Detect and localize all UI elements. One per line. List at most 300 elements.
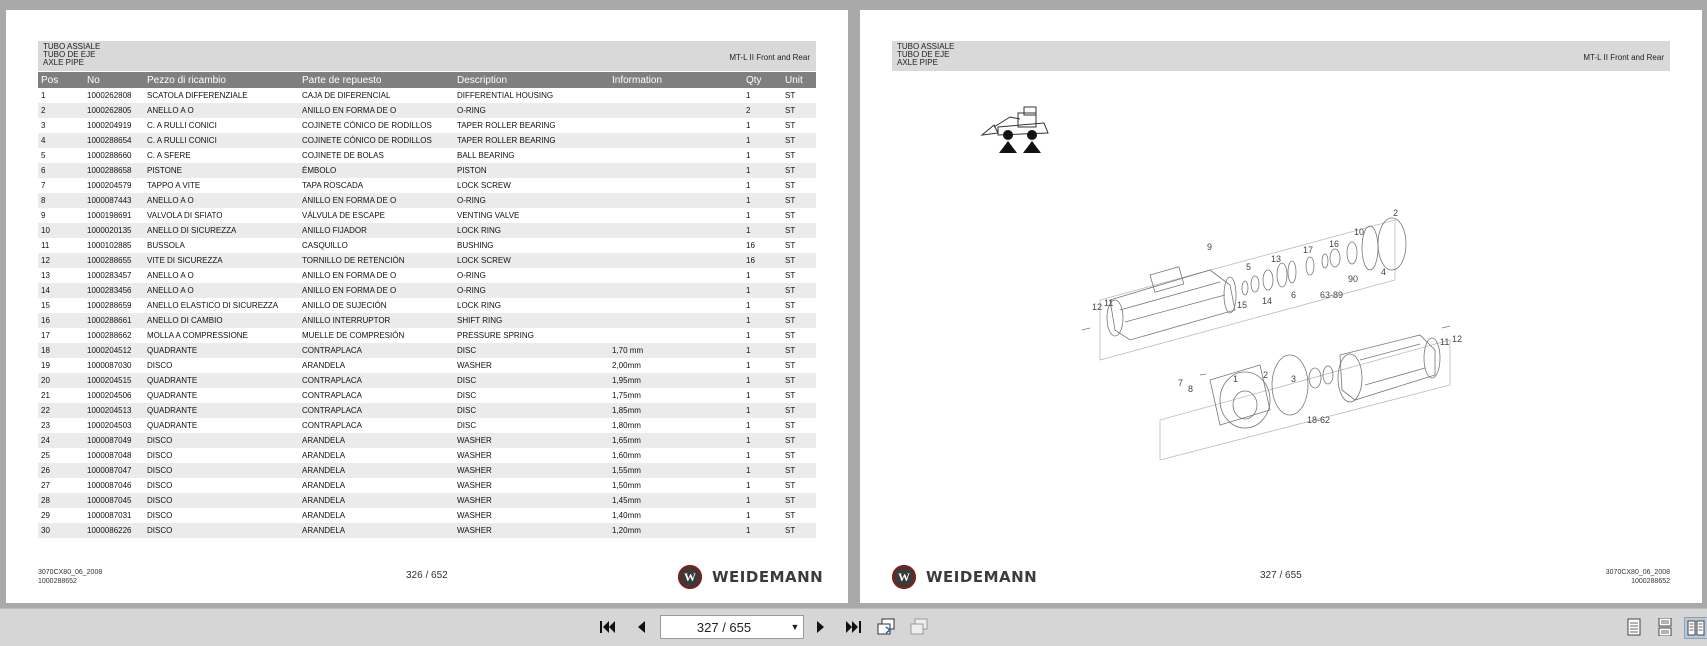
spanish-name-cell: ANILLO EN FORMA DE O [299,268,454,283]
spanish-name-cell: ARANDELA [299,523,454,538]
qty-cell: 1 [743,493,782,508]
unit-cell: ST [782,313,816,328]
qty-cell: 1 [743,508,782,523]
part-number-cell: 1000087031 [84,508,144,523]
italian-name-cell: DISCO [144,508,299,523]
parts-table [38,72,816,538]
information-cell [609,88,743,103]
part-number-cell: 1000288655 [84,253,144,268]
information-cell [609,118,743,133]
information-cell: 1,20mm [609,523,743,538]
table-row [38,133,816,148]
qty-cell: 1 [743,328,782,343]
table-row [38,388,816,403]
qty-cell: 1 [743,523,782,538]
description-cell: WASHER [454,358,609,373]
doc-code-line: 3070CX80_06_2008 [1605,569,1670,576]
part-number-cell: 1000102885 [84,238,144,253]
part-number-cell: 1000087045 [84,493,144,508]
italian-name-cell: QUADRANTE [144,403,299,418]
unit-cell: ST [782,433,816,448]
pos-cell: 18 [38,343,84,358]
page-number-input[interactable] [660,615,804,639]
information-cell [609,178,743,193]
column-header: Information [609,72,743,88]
description-cell: WASHER [454,478,609,493]
description-cell: PISTON [454,163,609,178]
part-number-cell: 1000204579 [84,178,144,193]
pos-cell: 29 [38,508,84,523]
qty-cell: 1 [743,118,782,133]
table-row [38,493,816,508]
table-row [38,433,816,448]
table-row [38,163,816,178]
part-number-cell: 1000087048 [84,448,144,463]
part-number-cell: 1000087047 [84,463,144,478]
unit-cell: ST [782,103,816,118]
italian-name-cell: DISCO [144,493,299,508]
column-header: Qty [743,72,782,88]
italian-name-cell: DISCO [144,448,299,463]
description-cell: WASHER [454,523,609,538]
callout-7: 7 [1178,378,1184,388]
unit-cell: ST [782,403,816,418]
table-row [38,418,816,433]
unit-cell: ST [782,208,816,223]
information-cell [609,148,743,163]
information-cell: 1,80mm [609,418,743,433]
description-cell: WASHER [454,493,609,508]
information-cell: 1,60mm [609,448,743,463]
information-cell: 1,85mm [609,403,743,418]
table-row [38,148,816,163]
description-cell: WASHER [454,508,609,523]
callout-14: 14 [1262,296,1273,306]
information-cell [609,208,743,223]
unit-cell: ST [782,88,816,103]
table-row [38,358,816,373]
unit-cell: ST [782,328,816,343]
unit-cell: ST [782,493,816,508]
italian-name-cell: VALVOLA DI SFIATO [144,208,299,223]
spanish-name-cell: ÉMBOLO [299,163,454,178]
part-number-cell: 1000288658 [84,163,144,178]
spanish-name-cell: MUELLE DE COMPRESIÓN [299,328,454,343]
title-spanish: TUBO DE EJE [897,50,950,59]
pos-cell: 28 [38,493,84,508]
pos-cell: 19 [38,358,84,373]
qty-cell: 1 [743,478,782,493]
part-number-cell: 1000086226 [84,523,144,538]
italian-name-cell: QUADRANTE [144,388,299,403]
qty-cell: 1 [743,403,782,418]
brand-name: WEIDEMANN [712,568,824,586]
qty-cell: 1 [743,268,782,283]
spanish-name-cell: TORNILLO DE RETENCIÓN [299,253,454,268]
unit-cell: ST [782,478,816,493]
pos-cell: 24 [38,433,84,448]
pos-cell: 7 [38,178,84,193]
spanish-name-cell: ARANDELA [299,478,454,493]
qty-cell: 2 [743,103,782,118]
spanish-name-cell: CAJA DE DIFERENCIAL [299,88,454,103]
table-row [38,193,816,208]
callout-12-upper: 12 [1092,302,1103,312]
single-page-view-icon[interactable] [1623,617,1645,637]
description-cell: O-RING [454,283,609,298]
italian-name-cell: DISCO [144,358,299,373]
continuous-view-icon[interactable] [1654,617,1676,637]
page-copy-disabled-icon[interactable] [908,617,930,637]
table-row [38,328,816,343]
spanish-name-cell: CONTRAPLACA [299,418,454,433]
part-number-cell: 1000198691 [84,208,144,223]
part-number-cell: 1000087049 [84,433,144,448]
part-number-cell: 1000288654 [84,133,144,148]
qty-cell: 1 [743,358,782,373]
qty-cell: 1 [743,418,782,433]
description-cell: BALL BEARING [454,148,609,163]
italian-name-cell: C. A SFERE [144,148,299,163]
pos-cell: 23 [38,418,84,433]
pos-cell: 10 [38,223,84,238]
part-number-cell: 1000288660 [84,148,144,163]
two-page-view-icon[interactable] [1684,617,1707,639]
table-row [38,118,816,133]
unit-cell: ST [782,418,816,433]
description-cell: DISC [454,373,609,388]
description-cell: O-RING [454,268,609,283]
information-cell: 1,45mm [609,493,743,508]
information-cell [609,298,743,313]
unit-cell: ST [782,358,816,373]
information-cell: 1,95mm [609,373,743,388]
description-cell: LOCK SCREW [454,253,609,268]
unit-cell: ST [782,163,816,178]
part-number-cell: 1000283457 [84,268,144,283]
information-cell: 1,40mm [609,508,743,523]
italian-name-cell: ANELLO DI SICUREZZA [144,223,299,238]
italian-name-cell: MOLLA A COMPRESSIONE [144,328,299,343]
model-label: MT-L II Front and Rear [1583,53,1664,62]
table-row [38,223,816,238]
pos-cell: 15 [38,298,84,313]
prev-page-icon[interactable] [630,617,652,637]
callout-10: 10 [1354,227,1365,237]
page-header [38,41,816,71]
qty-cell: 1 [743,193,782,208]
part-number-cell: 1000283456 [84,283,144,298]
part-number-cell: 1000204919 [84,118,144,133]
spanish-name-cell: CASQUILLO [299,238,454,253]
qty-cell: 1 [743,208,782,223]
brand-logo [678,565,823,589]
unit-cell: ST [782,298,816,313]
table-row [38,103,816,118]
pos-cell: 17 [38,328,84,343]
description-cell: TAPER ROLLER BEARING [454,133,609,148]
table-row [38,523,816,538]
italian-name-cell: QUADRANTE [144,343,299,358]
description-cell: WASHER [454,463,609,478]
spanish-name-cell: ARANDELA [299,493,454,508]
table-row [38,508,816,523]
page-number-value: 327 / 655 [696,619,752,635]
description-cell: WASHER [454,433,609,448]
pos-cell: 3 [38,118,84,133]
callout-63-89: 63-89 [1320,290,1344,300]
qty-cell: 1 [743,373,782,388]
qty-cell: 1 [743,223,782,238]
table-row [38,178,816,193]
unit-cell: ST [782,373,816,388]
information-cell [609,283,743,298]
pos-cell: 6 [38,163,84,178]
spanish-name-cell: ARANDELA [299,358,454,373]
part-number-cell: 1000262805 [84,103,144,118]
qty-cell: 16 [743,238,782,253]
qty-cell: 1 [743,88,782,103]
pos-cell: 8 [38,193,84,208]
column-header: Parte de repuesto [299,72,454,88]
unit-cell: ST [782,118,816,133]
information-cell [609,223,743,238]
pos-cell: 30 [38,523,84,538]
italian-name-cell: DISCO [144,433,299,448]
column-header: Pezzo di ricambio [144,72,299,88]
italian-name-cell: ANELLO A O [144,283,299,298]
callout-15: 15 [1237,300,1248,310]
table-body [38,88,816,538]
table-row [38,478,816,493]
pos-cell: 12 [38,253,84,268]
part-number-cell: 1000087030 [84,358,144,373]
table-row [38,268,816,283]
chevron-down-icon[interactable]: ▼ [790,622,800,632]
description-cell: DISC [454,418,609,433]
description-cell: LOCK RING [454,298,609,313]
information-cell [609,133,743,148]
callout-4: 4 [1381,267,1387,277]
qty-cell: 1 [743,163,782,178]
column-header: Description [454,72,609,88]
pos-cell: 13 [38,268,84,283]
spanish-name-cell: TAPA ROSCADA [299,178,454,193]
unit-cell: ST [782,178,816,193]
unit-cell: ST [782,463,816,478]
information-cell: 1,65mm [609,433,743,448]
pos-cell: 20 [38,373,84,388]
table-row [38,463,816,478]
spanish-name-cell: COJINETE DE BOLAS [299,148,454,163]
spanish-name-cell: VÁLVULA DE ESCAPE [299,208,454,223]
pos-cell: 5 [38,148,84,163]
page-copy-icon[interactable] [875,617,897,637]
pos-cell: 11 [38,238,84,253]
description-cell: O-RING [454,103,609,118]
unit-cell: ST [782,268,816,283]
spanish-name-cell: ARANDELA [299,433,454,448]
description-cell: TAPER ROLLER BEARING [454,118,609,133]
unit-cell: ST [782,253,816,268]
pos-cell: 9 [38,208,84,223]
italian-name-cell: DISCO [144,523,299,538]
italian-name-cell: VITE DI SICUREZZA [144,253,299,268]
qty-cell: 1 [743,448,782,463]
table-row [38,373,816,388]
italian-name-cell: DISCO [144,463,299,478]
table-row [38,88,816,103]
part-number-cell: 1000288662 [84,328,144,343]
table-row [38,448,816,463]
column-header: Unit [782,72,816,88]
column-header: Pos [38,72,84,88]
description-cell: DISC [454,388,609,403]
next-page-icon[interactable] [810,617,832,637]
title-english: AXLE PIPE [897,58,938,67]
part-number-cell: 1000087443 [84,193,144,208]
part-number-cell: 1000204503 [84,418,144,433]
part-number-cell: 1000288661 [84,313,144,328]
doc-number-line: 1000288652 [38,578,77,585]
qty-cell: 16 [743,253,782,268]
qty-cell: 1 [743,283,782,298]
information-cell [609,193,743,208]
callout-3: 3 [1291,374,1297,384]
italian-name-cell: C. A RULLI CONICI [144,133,299,148]
model-label: MT-L II Front and Rear [729,53,810,62]
description-cell: LOCK SCREW [454,178,609,193]
unit-cell: ST [782,343,816,358]
unit-cell: ST [782,448,816,463]
document-code [38,568,102,586]
weidemann-logo-icon: W [892,565,916,589]
table-row [38,208,816,223]
description-cell: SHIFT RING [454,313,609,328]
qty-cell: 1 [743,148,782,163]
callout-6: 6 [1291,290,1297,300]
first-page-icon[interactable] [597,617,619,637]
page-number: 326 / 652 [406,570,448,581]
spanish-name-cell: CONTRAPLACA [299,388,454,403]
title-italian: TUBO ASSIALE [43,42,101,51]
header-titles [43,43,100,67]
spanish-name-cell: ANILLO DE SUJECIÓN [299,298,454,313]
information-cell [609,253,743,268]
qty-cell: 1 [743,178,782,193]
pos-cell: 4 [38,133,84,148]
part-number-cell: 1000204515 [84,373,144,388]
information-cell: 1,55mm [609,463,743,478]
description-cell: DISC [454,343,609,358]
qty-cell: 1 [743,298,782,313]
pos-cell: 2 [38,103,84,118]
part-number-cell: 1000288659 [84,298,144,313]
viewer-toolbar [0,608,1707,646]
callout-2-upper: 2 [1393,208,1399,218]
callout-8: 8 [1188,384,1194,394]
page-number: 327 / 655 [1260,570,1302,581]
spanish-name-cell: CONTRAPLACA [299,343,454,358]
brand-name: WEIDEMANN [926,568,1038,586]
information-cell: 2,00mm [609,358,743,373]
italian-name-cell: PISTONE [144,163,299,178]
part-number-cell: 1000204512 [84,343,144,358]
description-cell: O-RING [454,193,609,208]
callout-16: 16 [1329,239,1340,249]
spanish-name-cell: ANILLO EN FORMA DE O [299,193,454,208]
description-cell: DIFFERENTIAL HOUSING [454,88,609,103]
unit-cell: ST [782,523,816,538]
callout-12-lower: 12 [1452,334,1463,344]
table-row [38,238,816,253]
description-cell: DISC [454,403,609,418]
brand-logo [892,565,1037,589]
information-cell [609,268,743,283]
italian-name-cell: ANELLO ELASTICO DI SICUREZZA [144,298,299,313]
spanish-name-cell: ANILLO FIJADOR [299,223,454,238]
column-header: No [84,72,144,88]
title-english: AXLE PIPE [43,58,84,67]
spanish-name-cell: ANILLO INTERRUPTOR [299,313,454,328]
document-code [1606,568,1670,586]
pos-cell: 16 [38,313,84,328]
callout-11-lower: 11 [1440,337,1450,347]
table-row [38,253,816,268]
italian-name-cell: ANELLO DI CAMBIO [144,313,299,328]
last-page-icon[interactable] [842,617,864,637]
qty-cell: 1 [743,313,782,328]
table-row [38,298,816,313]
doc-number-line: 1000288652 [1631,578,1670,585]
table-header-row [38,72,816,88]
unit-cell: ST [782,283,816,298]
title-italian: TUBO ASSIALE [897,42,955,51]
pos-cell: 22 [38,403,84,418]
description-cell: BUSHING [454,238,609,253]
right-page [860,10,1702,603]
callout-1: 1 [1233,374,1239,384]
italian-name-cell: QUADRANTE [144,373,299,388]
italian-name-cell: C. A RULLI CONICI [144,118,299,133]
spanish-name-cell: COJINETE CÓNICO DE RODILLOS [299,133,454,148]
pos-cell: 26 [38,463,84,478]
pos-cell: 25 [38,448,84,463]
information-cell [609,328,743,343]
spanish-name-cell: CONTRAPLACA [299,373,454,388]
spanish-name-cell: ARANDELA [299,508,454,523]
information-cell [609,163,743,178]
callout-13: 13 [1271,254,1282,264]
information-cell: 1,50mm [609,478,743,493]
pos-cell: 1 [38,88,84,103]
qty-cell: 1 [743,433,782,448]
qty-cell: 1 [743,388,782,403]
spanish-name-cell: ARANDELA [299,448,454,463]
italian-name-cell: TAPPO A VITE [144,178,299,193]
weidemann-logo-icon: W [678,565,702,589]
table-row [38,403,816,418]
spanish-name-cell: ANILLO EN FORMA DE O [299,283,454,298]
part-number-cell: 1000020135 [84,223,144,238]
qty-cell: 1 [743,343,782,358]
unit-cell: ST [782,133,816,148]
spanish-name-cell: CONTRAPLACA [299,403,454,418]
callout-9: 9 [1207,242,1213,252]
doc-code-line: 3070CX80_06_2008 [38,569,103,576]
information-cell [609,238,743,253]
callout-2-lower: 2 [1263,370,1269,380]
